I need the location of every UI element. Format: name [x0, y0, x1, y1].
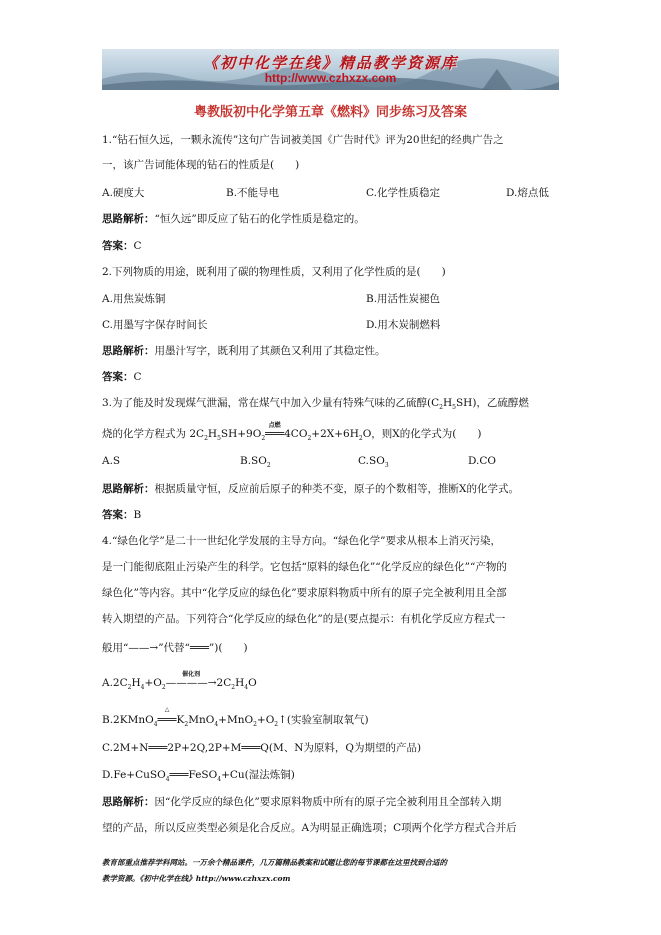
equals-sign: ═══	[189, 642, 209, 654]
q4-text: ”)( )	[208, 642, 248, 654]
analysis-label: 思路解析：	[102, 345, 155, 357]
q2-options-row2	[102, 317, 562, 331]
subscript: 2	[266, 462, 271, 470]
q4-text: ”代替“	[158, 642, 190, 654]
subscript: 2	[127, 684, 132, 692]
reaction-condition	[157, 706, 177, 726]
q3-option-c	[358, 455, 389, 469]
q4-option-b	[102, 706, 369, 729]
q1-stem-line2: 一，该广告词能体现的钻石的性质是( )	[102, 159, 300, 171]
answer-label: 答案：	[102, 371, 134, 383]
q1-stem-line1: 1.“钻石恒久远，一颗永流传”这句广告词被美国《广告时代》评为20世纪的经典广告之	[102, 134, 504, 146]
option-text: ↑(实验室制取氧气)	[278, 714, 369, 726]
q4-stem-line5	[102, 640, 248, 655]
q2-option-d: D.用木炭制燃料	[366, 319, 441, 331]
analysis-text: 因“化学反应的绿色化”要求原料物质中所有的原子完全被利用且全部转入期	[154, 796, 502, 808]
subscript: 2	[307, 435, 312, 443]
option-text: O	[248, 677, 257, 689]
q2-stem: 2.下列物质的用途，既利用了碳的物理性质，又利用了化学性质的是( )	[102, 266, 446, 278]
equals-sign: ═══	[157, 714, 177, 726]
option-text: 2C	[216, 677, 232, 689]
option-text: C.SO	[358, 455, 385, 467]
subscript: 2	[231, 684, 236, 692]
q3-options	[102, 455, 562, 469]
analysis-label: 思路解析：	[102, 796, 155, 808]
option-text: B.SO	[240, 455, 267, 467]
q4-stem-line2: 是一门能彻底阻止污染产生的科学。它包括“原料的绿色化”“化学反应的绿色化”“产物的	[102, 561, 507, 573]
q3-text: SH)，乙硫醇燃	[455, 397, 529, 409]
analysis-text: “恒久远”即反应了钻石的化学性质是稳定的。	[154, 213, 365, 225]
answer-label: 答案：	[102, 240, 134, 252]
footer-line1: 教育部重点推荐学科网站。一万余个精品课件，几万篇精品教案和试题让您的每节课都在这里找到合适的	[102, 858, 447, 867]
q3-text: 3.为了能及时发现煤气泄漏，常在煤气中加入少量有特殊气味的乙硫醇(C	[102, 397, 440, 409]
subscript: 5	[217, 435, 221, 443]
option-text: H	[235, 677, 245, 689]
analysis-label: 思路解析：	[102, 213, 155, 225]
subscript: 4	[165, 776, 170, 784]
analysis-text: 用墨汁写字，既利用了其颜色又利用了其稳定性。	[154, 345, 386, 357]
subscript: 2	[274, 721, 279, 729]
subscript: 2	[261, 435, 266, 443]
answer-value: C	[133, 371, 142, 383]
q4-analysis-line1	[102, 794, 501, 809]
option-text: A.2C	[102, 677, 128, 689]
q1-option-a: A.硬度大	[102, 187, 145, 199]
option-text: B.2KMnO	[102, 714, 154, 726]
option-text: +Cu(湿法炼铜)	[221, 769, 295, 781]
q2-options-row1	[102, 291, 562, 305]
option-text: H	[131, 677, 141, 689]
subscript: 2	[161, 684, 166, 692]
condition-label: 催化剂	[182, 671, 201, 678]
analysis-text: 根据质量守恒，反应前后原子的种类不变，原子的个数相等，推断X的化学式。	[154, 483, 519, 495]
footer-line2[interactable]: 教学资源。《初中化学在线》http://www.czhxzx.com	[102, 874, 291, 883]
subscript: 4	[140, 684, 145, 692]
reaction-condition	[265, 422, 285, 440]
q3-option-d: D.CO	[468, 455, 497, 467]
option-text: K	[176, 714, 185, 726]
q1-option-d: D.熔点低	[506, 187, 549, 199]
q4-option-a	[102, 671, 257, 692]
banner-url[interactable]: http://www.czhxzx.com	[264, 71, 397, 85]
q2-option-c: C.用墨写字保存时间长	[102, 319, 208, 331]
heat-triangle-icon: △	[164, 706, 170, 713]
condition-label: 点燃	[268, 422, 281, 429]
q3-text: 烧的化学方程式为 2C	[102, 428, 205, 440]
q2-option-b: B.用活性炭褪色	[366, 293, 441, 305]
q4-text: 般用“	[102, 642, 129, 654]
q3-text: O，则X的化学式为( )	[362, 428, 482, 440]
q4-option-c: C.2M+N═══2P+2Q,2P+M═══Q(M、N为原料，Q为期望的产品)	[102, 742, 422, 754]
option-text: MnO	[188, 714, 215, 726]
q3-answer	[102, 507, 141, 522]
subscript: 2	[204, 435, 208, 443]
subscript: 4	[214, 721, 219, 729]
q3-option-a: A.S	[102, 455, 121, 467]
option-text: +O	[144, 677, 162, 689]
page-title: 粤教版初中化学第五章《燃料》同步练习及答案	[193, 105, 467, 120]
q3-text: H	[442, 397, 453, 409]
option-text: +O	[256, 714, 275, 726]
q2-analysis	[102, 343, 386, 358]
q1-option-c: C.化学性质稳定	[366, 187, 440, 199]
q1-answer	[102, 238, 142, 253]
q4-stem-line4: 转入期望的产品。下列符合“化学反应的绿色化”的是(要点提示：有机化学反应方程式一	[102, 613, 506, 625]
subscript: 2	[184, 721, 189, 729]
q3-text: +2X+6H	[311, 428, 359, 440]
option-text: ═══FeSO	[169, 769, 218, 781]
q1-analysis	[102, 211, 365, 226]
reaction-condition	[165, 671, 217, 689]
q3-text: SH+9O	[220, 428, 262, 440]
q4-analysis-line2: 望的产品，所以反应类型必须是化合反应。A为明显正确选项；C项两个化学方程式合并后	[102, 822, 517, 834]
subscript: 2	[358, 435, 363, 443]
subscript: 2	[253, 721, 257, 729]
answer-value: B	[133, 509, 142, 521]
q3-stem-line1	[102, 395, 529, 411]
arrow-icon: ——→	[128, 642, 159, 654]
q1-option-b: B.不能导电	[226, 187, 280, 199]
subscript: 4	[244, 684, 249, 692]
answer-value: C	[133, 240, 142, 252]
option-text: +MnO	[218, 714, 254, 726]
q2-option-a: A.用焦炭炼铜	[102, 293, 166, 305]
q1-options	[102, 185, 562, 199]
q3-text: 4CO	[284, 428, 308, 440]
q3-analysis	[102, 481, 519, 496]
q3-stem-line2	[102, 422, 482, 443]
arrow-icon: ————→	[165, 677, 217, 689]
header-banner	[102, 49, 559, 90]
option-text: D.Fe+CuSO	[102, 769, 166, 781]
q4-stem-line3: 绿色化”等内容。其中“化学反应的绿色化”要求原料物质中所有的原子完全被利用且全部	[102, 587, 507, 599]
subscript: 4	[153, 721, 158, 729]
q2-answer	[102, 369, 142, 384]
subscript: 5	[452, 404, 456, 412]
answer-label: 答案：	[102, 509, 134, 521]
q3-text: H	[207, 428, 218, 440]
q4-stem-line1: 4.“绿色化学”是二十一世纪化学发展的主导方向。“绿色化学”要求从根本上消灭污染，	[102, 535, 501, 547]
subscript: 2	[439, 404, 443, 412]
subscript: 3	[384, 462, 389, 470]
banner-title: 《初中化学在线》精品教学资源库	[202, 54, 458, 72]
q4-option-d	[102, 767, 295, 783]
subscript: 4	[217, 776, 222, 784]
q3-option-b	[240, 455, 271, 469]
analysis-label: 思路解析：	[102, 483, 155, 495]
equals-sign: ═══	[265, 428, 285, 440]
